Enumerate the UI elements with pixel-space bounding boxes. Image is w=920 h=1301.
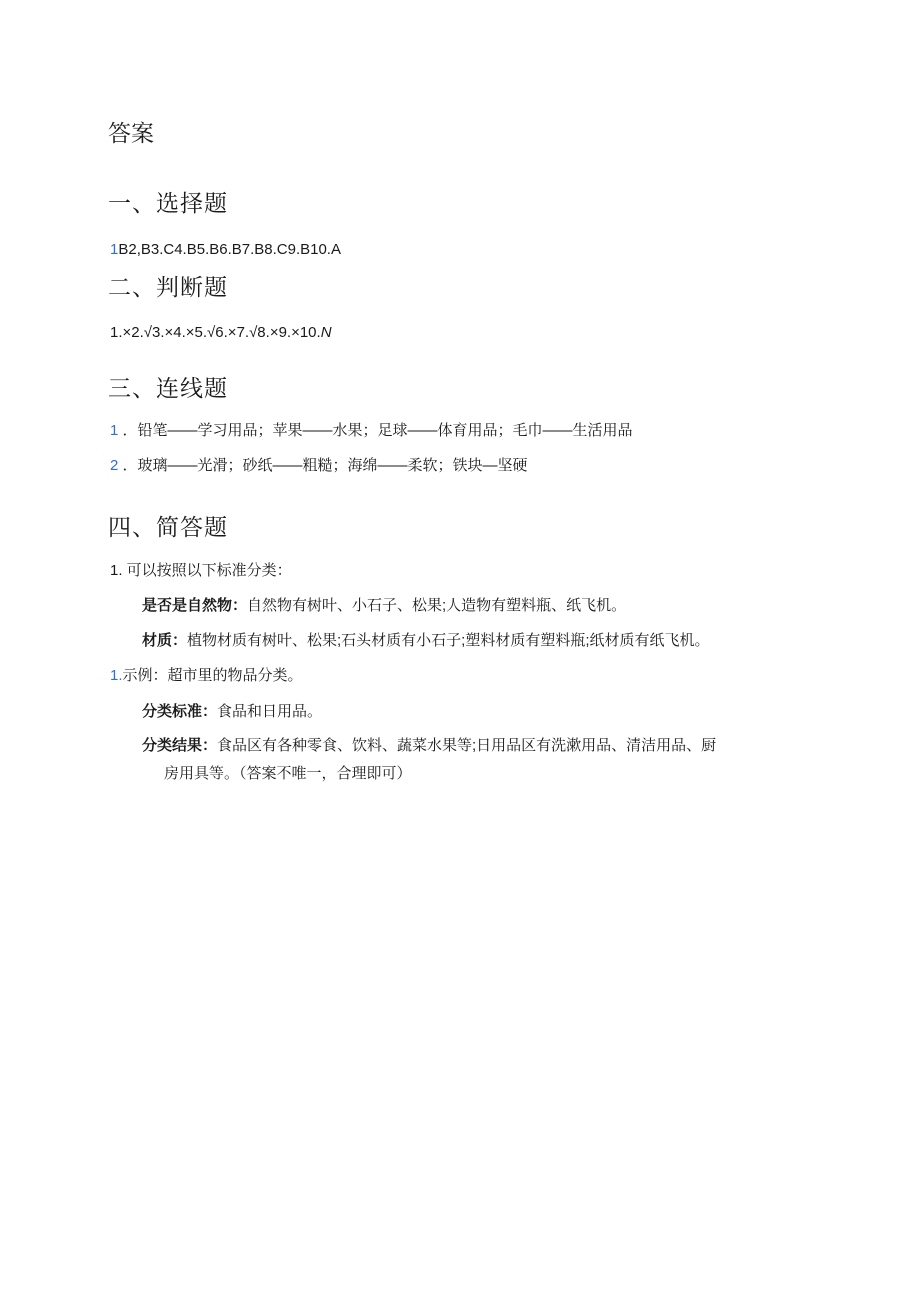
short-q2-item-text: 食品和日用品。 xyxy=(217,703,323,720)
section-heading-judge: 二、判断题 xyxy=(108,275,228,301)
match-item-number: 1 xyxy=(110,422,119,439)
choice-answers xyxy=(110,239,341,261)
short-q1-item-text: 自然物有树叶、小石子、松果;人造物有塑料瓶、纸飞机。 xyxy=(247,597,627,614)
short-q1-item xyxy=(142,595,626,617)
judge-answer-text: 1.×2.√3.×4.×5.√6.×7.√8.×9.×10. xyxy=(110,324,321,341)
match-item-number: 2 xyxy=(110,457,119,474)
judge-answers xyxy=(110,322,332,344)
short-q1-item-text: 植物材质有树叶、松果;石头材质有小石子;塑料材质有塑料瓶;纸材质有纸飞机。 xyxy=(187,632,710,649)
match-item-text: ．铅笔——学习用品；苹果——水果；足球——体育用品；毛巾——生活用品 xyxy=(122,422,633,439)
match-item xyxy=(110,420,633,442)
short-q2-item-text: 食品区有各种零食、饮料、蔬菜水果等;日用品区有洗漱用品、清洁用品、厨 xyxy=(217,737,717,754)
short-q2-intro xyxy=(110,665,303,687)
short-q1-item-label: 材质： xyxy=(142,632,188,649)
section-heading-short: 四、简答题 xyxy=(108,515,228,541)
short-q2-item xyxy=(142,735,716,757)
page-title: 答案 xyxy=(108,121,154,147)
section-heading-match: 三、连线题 xyxy=(108,376,228,402)
choice-answer-text: B2,B3.C4.B5.B6.B7.B8.C9.B10.A xyxy=(118,241,341,258)
judge-answer-last: N xyxy=(320,324,332,341)
choice-number: 1 xyxy=(110,241,119,258)
short-q2-item-label: 分类结果： xyxy=(142,737,218,754)
short-q1-item xyxy=(142,630,710,652)
short-q1-item-label: 是否是自然物： xyxy=(142,597,248,614)
match-item-text: ．玻璃——光滑；砂纸——粗糙；海绵——柔软；铁块—坚硬 xyxy=(122,457,528,474)
short-q2-item xyxy=(142,701,322,723)
short-q2-number: 1. xyxy=(110,667,123,684)
section-heading-choice: 一、选择题 xyxy=(108,191,228,217)
match-item xyxy=(110,455,528,477)
short-q1-intro: 1. 可以按照以下标准分类： xyxy=(110,562,292,579)
short-q2-item-label: 分类标准： xyxy=(142,703,218,720)
short-q2-intro-text: 示例：超市里的物品分类。 xyxy=(122,667,303,684)
short-q2-continuation: 房用具等。（答案不唯一，合理即可） xyxy=(164,765,412,782)
